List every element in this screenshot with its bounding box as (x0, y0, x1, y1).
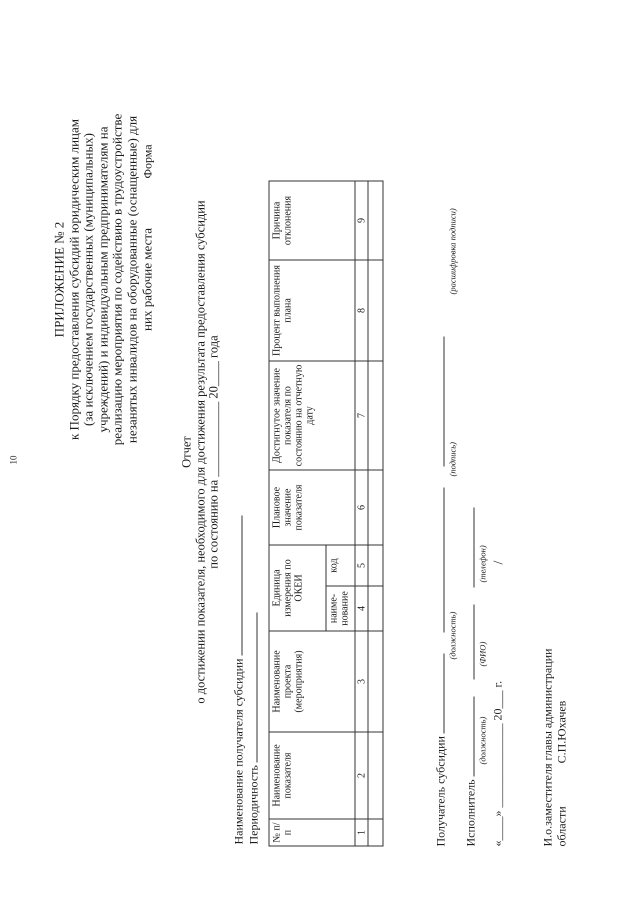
document-page (1, 0, 640, 905)
recipient-position-field[interactable] (433, 653, 445, 733)
period-field[interactable] (246, 612, 258, 762)
header-num: № п/п (269, 819, 355, 846)
col-number: 2 (355, 732, 368, 819)
col-number: 1 (355, 819, 368, 846)
pen-mark: / (491, 560, 507, 565)
header-indicator: Наименование показателя (269, 732, 355, 819)
report-title-block (181, 0, 222, 905)
hint-position2: (должность) (477, 716, 488, 765)
col-number: 9 (355, 181, 368, 260)
recipient-signature-row (433, 336, 448, 846)
col-number: 7 (355, 361, 368, 470)
table-cell[interactable] (368, 181, 383, 260)
appendix-line: учреждений) и индивидуальным предпринимателям на (95, 126, 111, 433)
appendix-line: (за исключением государственных (муниципальных) (80, 132, 96, 427)
form-label: Форма (140, 144, 155, 179)
table-cell[interactable] (368, 545, 383, 586)
header-percent: Процент выполнения плана (269, 260, 355, 361)
hint-decoding: (расшифровка подписи) (447, 208, 458, 295)
executor-position-field[interactable] (463, 696, 475, 776)
table-cell[interactable] (368, 470, 383, 545)
executor-fio-field[interactable] (463, 604, 475, 679)
recipient-signature-field[interactable] (433, 487, 445, 632)
appendix-line: незанятых инвалидов на оборудованные (оснащенные) для (124, 115, 140, 444)
signer-name: С.П.Юхачев (554, 700, 569, 764)
recipient-name-field[interactable] (231, 516, 243, 656)
table-cell[interactable] (368, 586, 383, 631)
report-date-line: по состоянию на ____________ 20____ года (206, 335, 221, 569)
signer-region: области (554, 806, 569, 847)
header-unit-name: наиме-нование (326, 586, 355, 631)
executor-phone-field[interactable] (463, 507, 475, 587)
appendix-block (53, 0, 155, 560)
header-unit: Единица измерения по ОКЕИ (269, 545, 326, 631)
hint-position: (должность) (447, 611, 458, 660)
col-number: 6 (355, 470, 368, 545)
col-number: 8 (355, 260, 368, 361)
recipient-block (231, 516, 261, 845)
col-number: 5 (355, 545, 368, 586)
date-line: «____» ______________ 20___ г. (490, 680, 505, 847)
page-number: 10 (8, 455, 19, 465)
recipient-decoding-field[interactable] (433, 336, 445, 466)
report-title: Отчет (179, 436, 194, 468)
table-cell[interactable] (368, 631, 383, 732)
appendix-heading: ПРИЛОЖЕНИЕ № 2 (51, 221, 67, 338)
table-row (368, 181, 383, 846)
executor-label: Исполнитель (463, 779, 478, 847)
appendix-line: реализацию мероприятия по содействию в трудоустройстве (109, 113, 125, 446)
hint-phone: (телефон) (477, 545, 488, 583)
signer-title: И.о.заместителя главы администрации (540, 648, 555, 847)
appendix-line: к Порядку предоставления субсидий юридическим лицам (66, 119, 82, 441)
hint-fio: (ФИО) (477, 641, 488, 667)
period-label: Периодичность (246, 765, 261, 845)
table-cell[interactable] (368, 361, 383, 470)
table-cell[interactable] (368, 732, 383, 819)
signer-block (541, 649, 569, 847)
header-project: Наименование проекта (мероприятия) (269, 631, 355, 732)
table-cell[interactable] (368, 260, 383, 361)
header-reason: Причина отклонения (269, 181, 355, 260)
executor-row (463, 507, 478, 846)
recipient-name-label: Наименование получателя субсидии (231, 658, 246, 845)
report-table (269, 181, 384, 847)
recipient-signature-label: Получатель субсидии (433, 736, 448, 847)
table-cell[interactable] (368, 819, 383, 846)
header-plan: Плановое значение показателя (269, 470, 355, 545)
col-number: 4 (355, 586, 368, 631)
col-number: 3 (355, 631, 368, 732)
header-achieved: Достигнутое значение показателя по состоянию на отчетную дату (269, 361, 355, 470)
appendix-line: них рабочие места (139, 228, 155, 331)
header-unit-code: код (326, 545, 355, 586)
report-subtitle: о достижении показателя, необходимого для достижения результата предоставления субсидии (193, 200, 207, 704)
hint-signature: (подпись) (447, 442, 458, 477)
